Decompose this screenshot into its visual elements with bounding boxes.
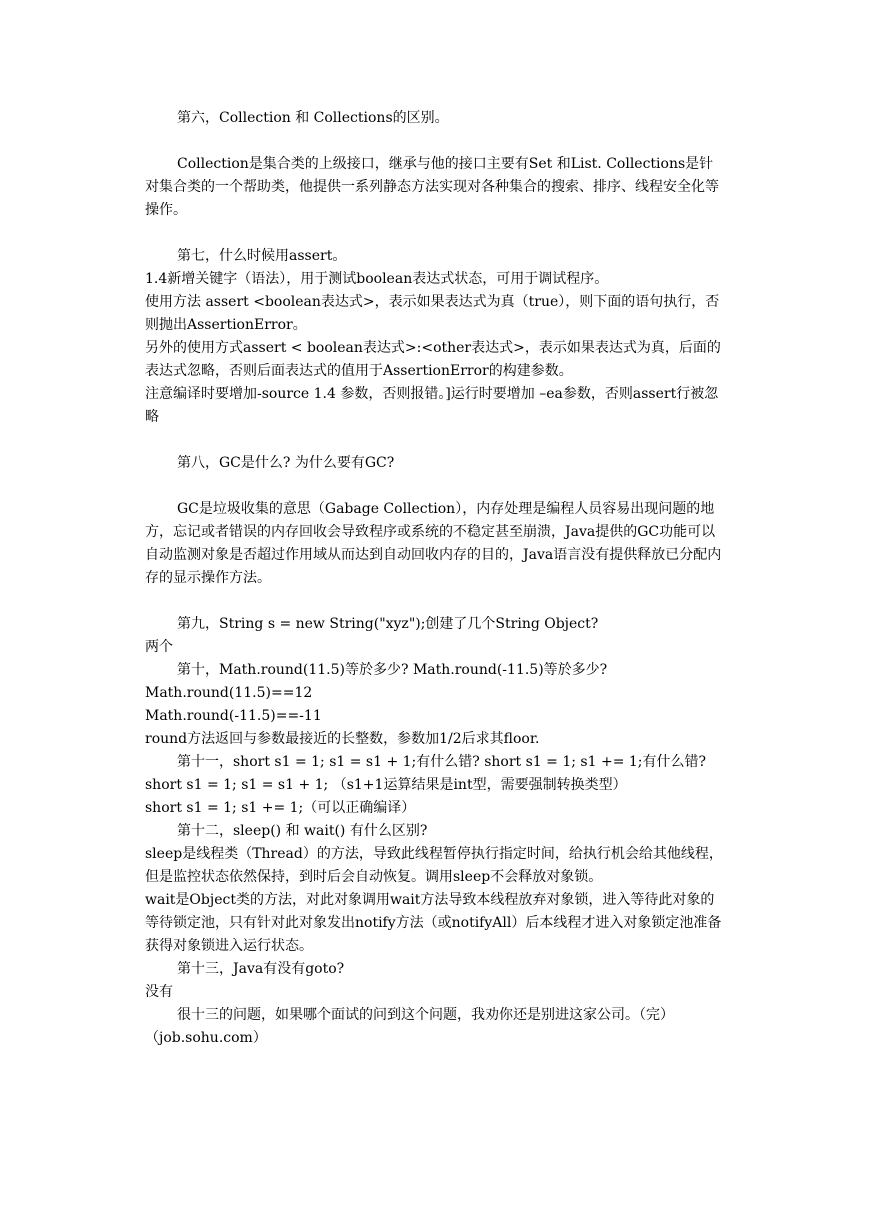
section-7-line-4: 注意编译时要增加-source 1.4 参数，否则报错。]运行时要增加 –ea参数，否则assert行被忽略 <box>145 386 719 425</box>
section-7-line-2: 使用方法 assert <boolean表达式>，表示如果表达式为真（true），则下面的语句执行，否则抛出AssertionError。 <box>145 294 720 333</box>
section-10-line-3: round方法返回与参数最接近的长整数，参数加1/2后求其floor. <box>145 731 540 747</box>
section-8-body: GC是垃圾收集的意思（Gabage Collection），内存处理是编程人员容易出现问题的地方，忘记或者错误的内存回收会导致程序或系统的不稳定甚至崩溃，Java提供的GC功能可以自动监测对象是否超过作用域从而达到自动回收内存的目的，Java语言没有提供释放已分配内存的显示操作方法。 <box>145 501 722 586</box>
document-page <box>145 0 725 1050</box>
section-12-title: 第十二，sleep() 和 wait() 有什么区别? <box>177 823 428 839</box>
section-12-line-2: wait是Object类的方法，对此对象调用wait方法导致本线程放弃对象锁，进入等待此对象的等待锁定池，只有针对此对象发出notify方法（或notifyAll）后本线程才进入对象锁定池准备获得对象锁进入运行状态。 <box>145 892 722 954</box>
section-10-title: 第十，Math.round(11.5)等於多少? Math.round(-11.5)等於多少? <box>177 662 608 678</box>
section-9-title: 第九，String s = new String("xyz");创建了几个String Object? <box>177 616 599 632</box>
section-11-title: 第十一，short s1 = 1; s1 = s1 + 1;有什么错? short s1 = 1; s1 += 1;有什么错? <box>177 754 706 770</box>
section-9-answer: 两个 <box>145 639 173 655</box>
section-10-line-2: Math.round(-11.5)==-11 <box>145 708 322 724</box>
section-7-line-1: 1.4新增关键字（语法），用于测试boolean表达式状态，可用于调试程序。 <box>145 271 609 287</box>
section-13-answer: 没有 <box>145 984 173 1000</box>
section-13-closing: 很十三的问题，如果哪个面试的问到这个问题，我劝你还是别进这家公司。（完）（job.sohu.com） <box>145 1007 674 1046</box>
section-6-body: Collection是集合类的上级接口，继承与他的接口主要有Set 和List. Collections是针对集合类的一个帮助类，他提供一系列静态方法实现对各种集合的搜索、排序、线程安全化等操作。 <box>145 156 719 218</box>
section-7-line-3: 另外的使用方式assert < boolean表达式>:<other表达式>，表示如果表达式为真，后面的表达式忽略，否则后面表达式的值用于AssertionError的构建参数。 <box>145 340 721 379</box>
section-12-line-1: sleep是线程类（Thread）的方法，导致此线程暂停执行指定时间，给执行机会给其他线程，但是监控状态依然保持，到时后会自动恢复。调用sleep不会释放对象锁。 <box>145 846 723 885</box>
section-7-title: 第七，什么时候用assert。 <box>177 248 347 264</box>
section-11-line-2: short s1 = 1; s1 += 1;（可以正确编译） <box>145 800 416 816</box>
section-13-title: 第十三，Java有没有goto? <box>177 961 345 977</box>
section-10-line-1: Math.round(11.5)==12 <box>145 685 313 701</box>
section-11-line-1: short s1 = 1; s1 = s1 + 1; （s1+1运算结果是int型，需要强制转换类型） <box>145 777 627 793</box>
section-8-title: 第八，GC是什么? 为什么要有GC? <box>177 455 395 471</box>
section-6-title: 第六，Collection 和 Collections的区别。 <box>177 110 449 126</box>
